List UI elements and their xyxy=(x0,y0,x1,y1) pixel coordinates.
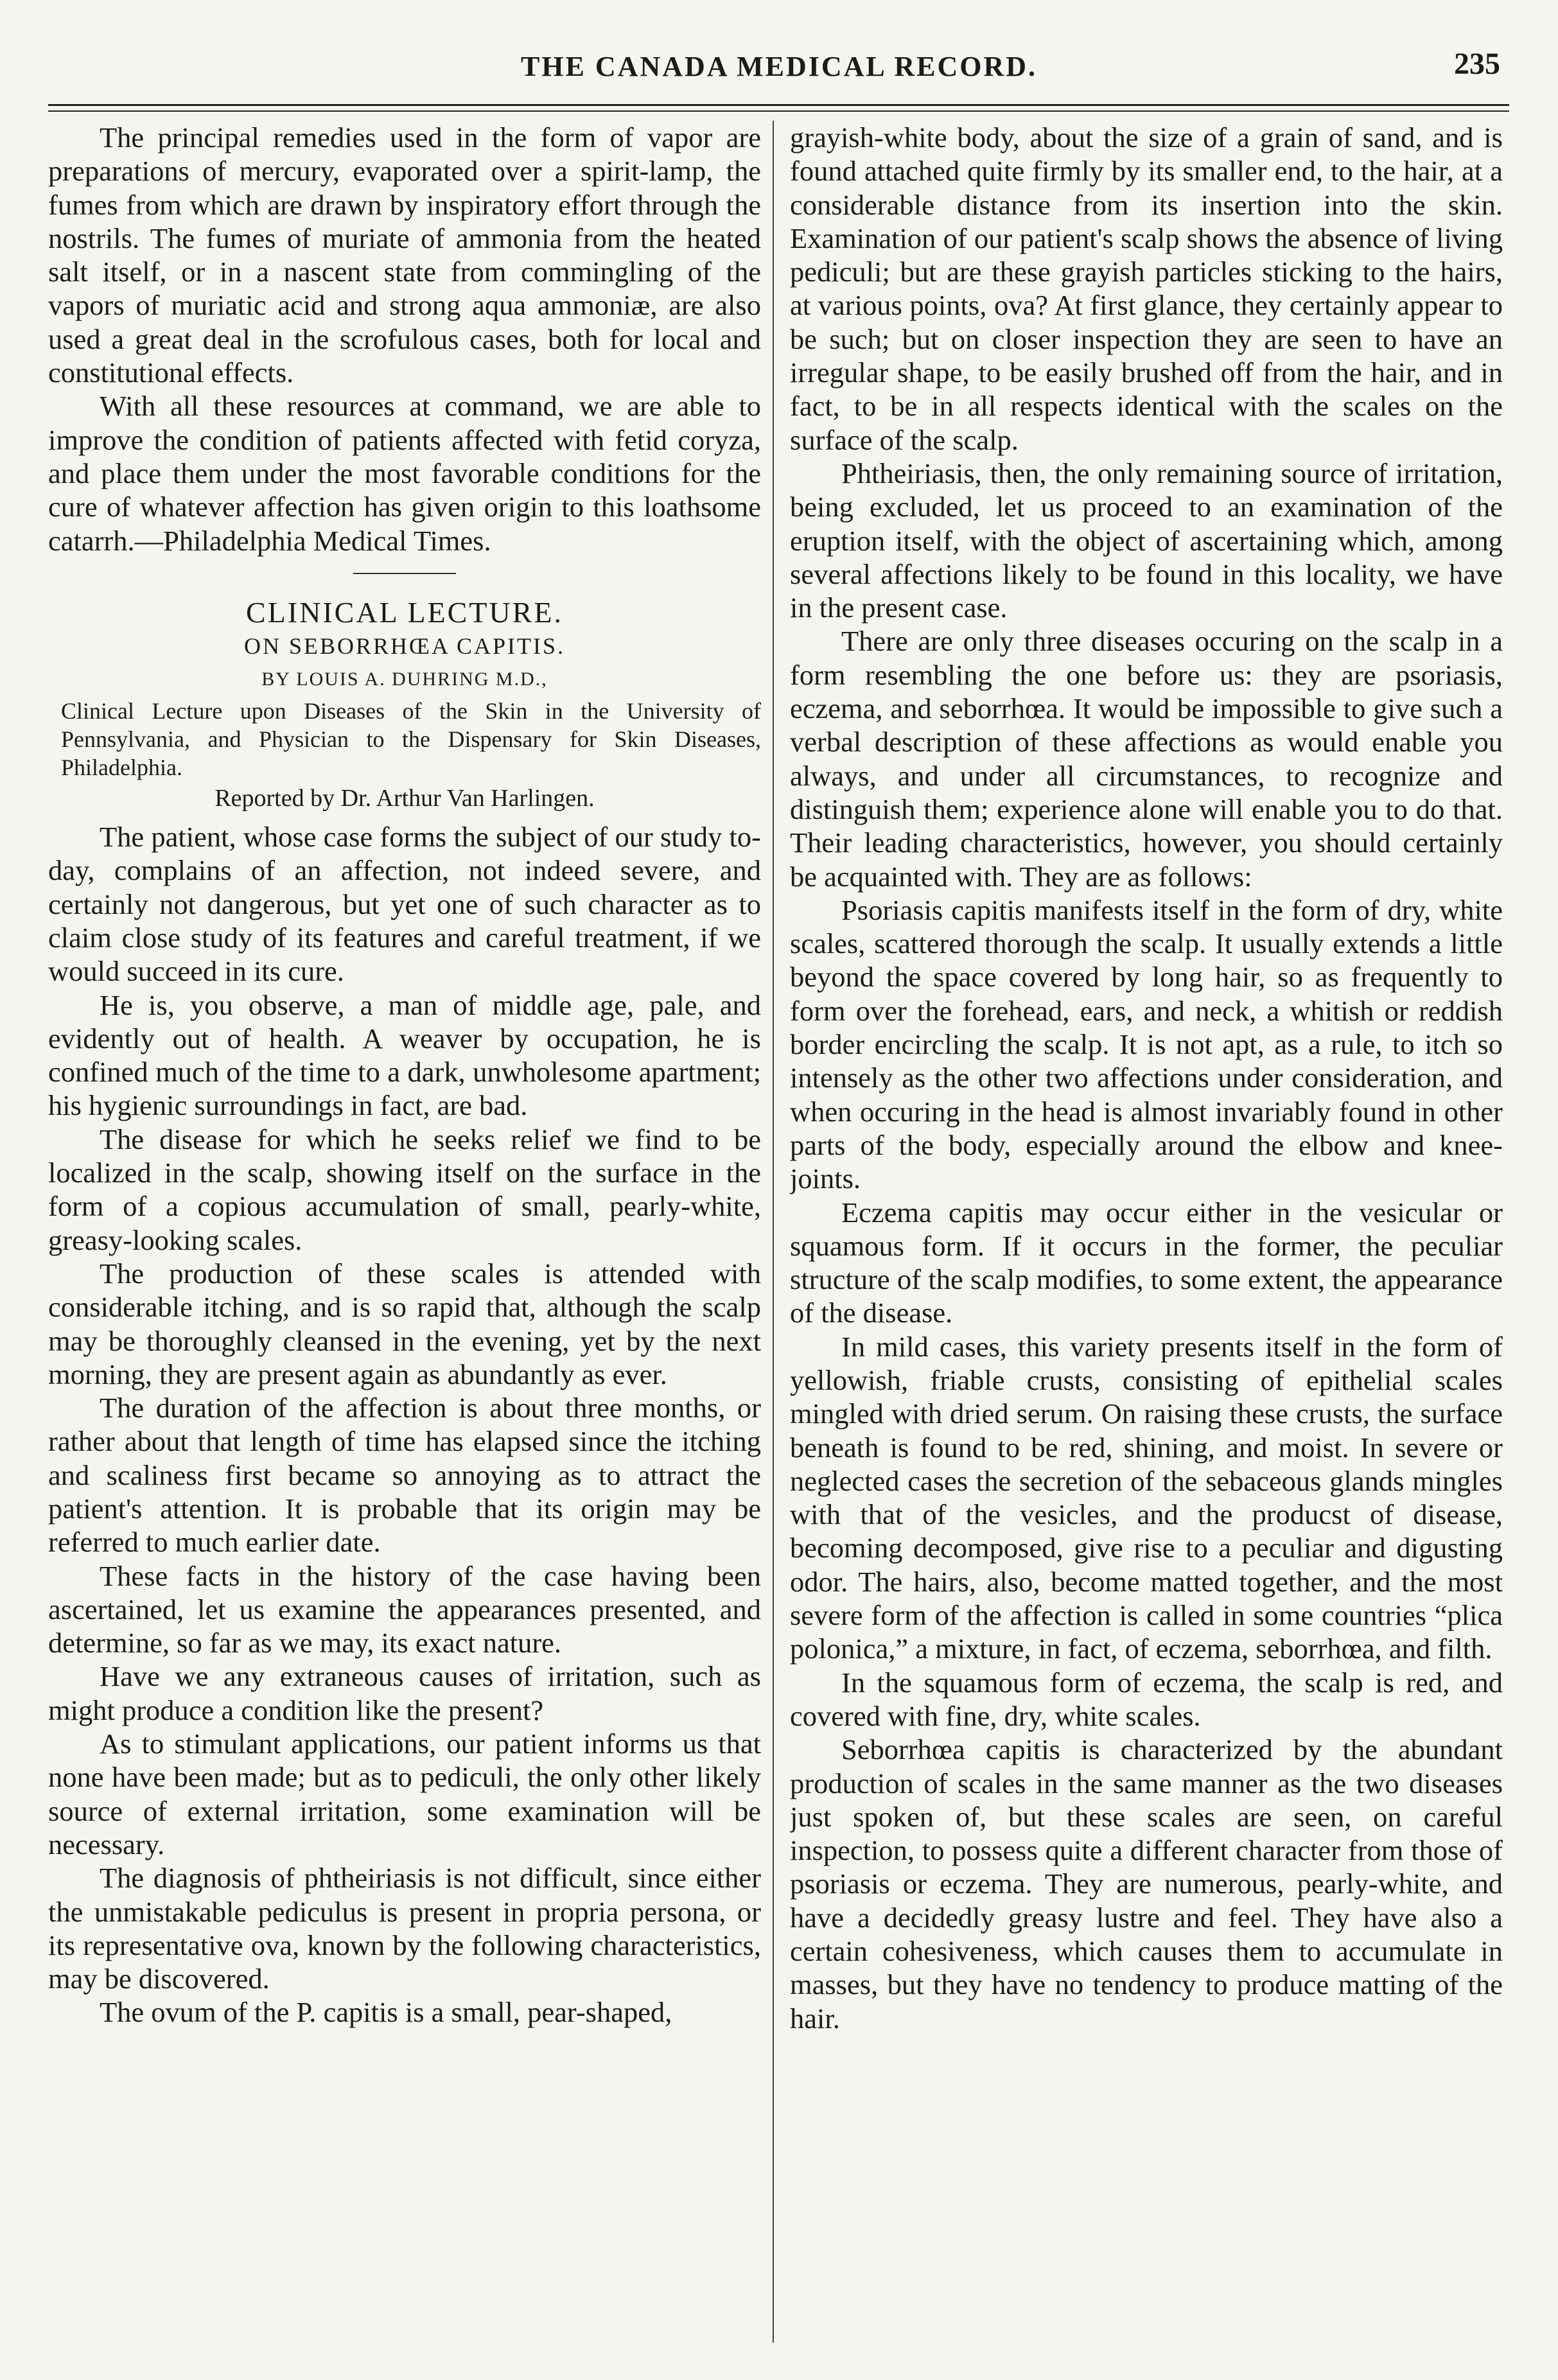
paragraph: The duration of the affection is about three months, or rather about that length of time has elapsed since the itching and scaliness first became so annoying as to attract the patient's attention. It is probable that its origin may be referred to much earlier date. xyxy=(48,1392,761,1559)
column-divider xyxy=(773,121,774,2343)
header-rule-thin xyxy=(48,110,1509,112)
paragraph: As to stimulant applications, our patient informs us that none have been made; but as to pediculi, the only other likely source of external irritation, some examination will be necessary. xyxy=(48,1728,761,1860)
paragraph: Seborrhœa capitis is characterized by the abundant production of scales in the same manner as the two diseases just spoken of, but these scales are seen, on careful inspection, to possess quite a different character from those of psoriasis or eczema. They are numerous, pearly-white, and have a decidedly greasy lustre and feel. They have also a certain cohesiveness, which causes them to accumulate in masses, but they have no tendency to produce matting of the hair. xyxy=(790,1733,1503,2034)
paragraph: The principal remedies used in the form of vapor are preparations of mercury, evaporated over a spirit-lamp, the fumes from which are drawn by inspiratory effort through the nostrils. The fumes of muriate of ammonia from the heated salt itself, or in a nascent state from commingling of the vapors of muriatic acid and strong aqua ammoniæ, are also used a great deal in the scrofulous cases, both for local and constitutional effects. xyxy=(48,121,761,389)
journal-title: THE CANADA MEDICAL RECORD. xyxy=(520,51,1038,82)
section-divider xyxy=(353,573,456,574)
paragraph: Eczema capitis may occur either in the vesicular or squamous form. If it occurs in the former, the peculiar structure of the scalp modifies, to some extent, the appearance of the disease. xyxy=(790,1196,1503,1329)
paragraph: grayish-white body, about the size of a grain of sand, and is found attached quite firmly by its smaller end, to the hair, at a considerable distance from its insertion into the skin. Examination of our patient's scalp shows the absence of living pediculi; but are these grayish particles sticking to the hairs, at various points, ova? At first glance, they certainly appear to be such; but on closer inspection they are seen to have an irregular shape, to be easily brushed off from the hair, and in fact, to be in all respects identical with the scales on the surface of the scalp. xyxy=(790,121,1503,456)
paragraph: With all these resources at command, we are able to improve the condition of patients affected with fetid coryza, and place them under the most favorable conditions for the cure of whatever affection has given origin to this loathsome catarrh.—Philadelphia Medical Times. xyxy=(48,390,761,557)
reporter-credit: Reported by Dr. Arthur Van Harlingen. xyxy=(214,784,595,812)
right-column xyxy=(790,121,1503,2356)
paragraph: The patient, whose case forms the subject of our study to-day, complains of an affection, not indeed severe, and certainly not dangerous, but yet one of such character as to claim close study of its features and careful treatment, if we would succeed in its cure. xyxy=(48,821,761,988)
paragraph: These facts in the history of the case having been ascertained, let us examine the appearances presented, and determine, so far as we may, its exact nature. xyxy=(48,1559,761,1659)
paragraph: In mild cases, this variety presents itself in the form of yellowish, friable crusts, consisting of epithelial scales mingled with dried serum. On raising these crusts, the surface beneath is found to be red, shining, and moist. In severe or neglected cases the secretion of the sebaceous glands mingles with that of the vesicles, and the producst of disease, becoming decomposed, give rise to a peculiar and digusting odor. The hairs, also, become matted together, and the most severe form of the affection is called in some countries “plica polonica,” a mixture, in fact, of eczema, seborrhœa, and filth. xyxy=(790,1330,1503,1665)
paragraph: There are only three diseases occuring on the scalp in a form resembling the one before us: they are psoriasis, eczema, and seborrhœa. It would be impossible to give such a verbal description of these affections as would enable you always, and under all circumstances, to recognize and distinguish them; experience alone will enable you to do that. Their leading characteristics, however, you should certainly be acquainted with. They are as follows: xyxy=(790,625,1503,893)
paragraph: The disease for which he seeks relief we find to be localized in the scalp, showing itself on the surface in the form of a copious accumulation of small, pearly-white, greasy-looking scales. xyxy=(48,1123,761,1256)
paragraph: In the squamous form of eczema, the scalp is red, and covered with fine, dry, white scales. xyxy=(790,1666,1503,1732)
paragraph: He is, you observe, a man of middle age, pale, and evidently out of health. A weaver by occupation, he is confined much of the time to a dark, unwholesome apartment; his hygienic surroundings in fact, are bad. xyxy=(48,988,761,1122)
page-number: 235 xyxy=(1454,47,1500,81)
paragraph: The production of these scales is attended with considerable itching, and is so rapid that, although the scalp may be thoroughly cleansed in the evening, yet by the next morning, they are present again as abundantly as ever. xyxy=(48,1257,761,1390)
paragraph: Phtheiriasis, then, the only remaining source of irritation, being excluded, let us proceed to an examination of the eruption itself, with the object of ascertaining which, among several affections likely to be found in this locality, we have in the present case. xyxy=(790,457,1503,624)
author-affiliation: Clinical Lecture upon Diseases of the Skin in the University of Pennsylvania, and Physician to the Dispensary for Skin Diseases, Philadelphia. xyxy=(61,697,761,780)
paragraph: The ovum of the P. capitis is a small, pear-shaped, xyxy=(100,1996,672,2029)
paragraph: The diagnosis of phtheiriasis is not difficult, since either the unmistakable pediculus is present in propria persona, or its representative ova, known by the following characteristics, may be discovered. xyxy=(48,1862,761,1995)
paragraph: Have we any extraneous causes of irritation, such as might produce a condition like the present? xyxy=(48,1660,761,1726)
page-header xyxy=(0,26,1558,82)
author-byline: BY LOUIS A. DUHRING M.D., xyxy=(261,669,548,690)
lecture-subtitle: ON SEBORRHŒA CAPITIS. xyxy=(243,633,566,660)
left-column xyxy=(48,121,761,2356)
header-rule xyxy=(48,104,1509,106)
paragraph: Psoriasis capitis manifests itself in the form of dry, white scales, scattered thorough the scalp. It usually extends a little beyond the space covered by long hair, so as frequently to form over the forehead, ears, and neck, a whitish or reddish border encircling the scalp. It is not apt, as a rule, to itch so intensely as the other two affections under consideration, and when occuring in the head is almost invariably found in other parts of the body, especially around the elbow and knee-joints. xyxy=(790,893,1503,1195)
lecture-title: CLINICAL LECTURE. xyxy=(246,595,563,629)
